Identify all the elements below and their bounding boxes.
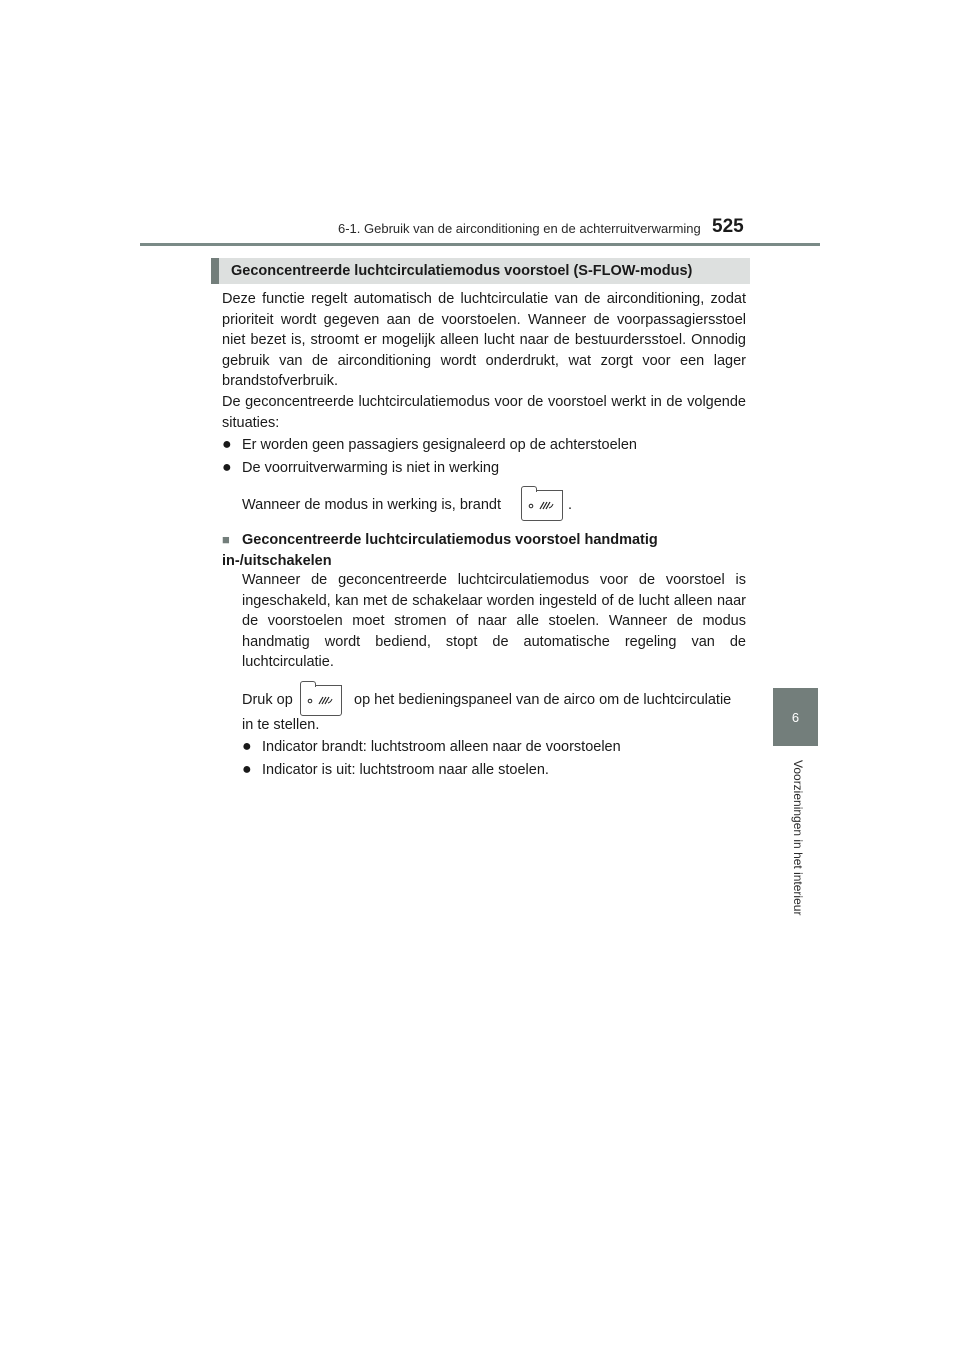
list-item (222, 458, 499, 479)
chapter-label: Voorzieningen in het interieur (791, 760, 805, 916)
s-flow-glyph-icon (528, 498, 558, 514)
s-flow-button-icon (300, 685, 342, 716)
chapter-tab (773, 688, 818, 746)
list-item-text: Indicator is uit: luchtstroom naar alle stoelen. (262, 762, 549, 778)
list-item-text: De voorruitverwarming is niet in werking (242, 460, 500, 476)
subsection-body: Wanneer de geconcentreerde luchtcirculatiemodus voor de voorstoel is ingeschakeld, kan met de schakelaar worden ingesteld of de lucht alleen naar de voorstoelen moet stromen of naar alle stoelen. Wanneer de modus handmatig wordt bediend, stopt de automatische regeling van de luchtcirculatie. (242, 572, 746, 670)
header-rule (140, 243, 820, 246)
section-heading (211, 258, 750, 284)
situations-intro: De geconcentreerde luchtcirculatiemodus voor de voorstoel werkt in de volgende situaties: (222, 394, 746, 431)
subsection-heading-text: Geconcentreerde luchtcirculatiemodus voorstoel handmatig in-/uitschakelen (222, 532, 658, 569)
bullet-icon: ● (242, 761, 252, 778)
list-item (222, 435, 637, 456)
chapter-number: 6 (791, 709, 800, 725)
press-suffix: op het bedieningspaneel van de airco om de luchtcirculatie (354, 692, 732, 708)
bullet-icon: ● (222, 436, 232, 453)
press-line2: in te stellen. (242, 717, 320, 733)
s-flow-glyph-icon (307, 693, 337, 709)
list-item (242, 760, 549, 781)
indicator-suffix: . (568, 497, 573, 513)
indicator-text: Wanneer de modus in werking is, brandt (242, 497, 501, 513)
bullet-icon: ● (242, 738, 252, 755)
s-flow-button-icon (521, 490, 563, 521)
press-prefix: Druk op (242, 692, 293, 708)
bullet-icon: ● (222, 459, 232, 476)
intro-paragraph: Deze functie regelt automatisch de luchtcirculatie van de airconditioning, zodat prioriteit wordt gegeven aan de voorstoelen. Wanneer de voorpassagiersstoel niet bezet is, stroomt er mogelijk alleen lucht naar de bestuurdersstoel. Onnodig gebruik van de airconditioning wordt onderdrukt, wat zorgt voor een lager brandstofverbruik. (222, 291, 746, 389)
list-item-text: Indicator brandt: luchtstroom alleen naar de voorstoelen (262, 739, 621, 755)
page-number: 525 (712, 216, 744, 237)
list-item-text: Er worden geen passagiers gesignaleerd op de achterstoelen (242, 437, 637, 453)
square-bullet-icon: ■ (222, 532, 230, 547)
list-item (242, 737, 621, 758)
header-title: 6-1. Gebruik van de airconditioning en de achterruitverwarming (338, 221, 701, 236)
subsection-heading (222, 530, 746, 571)
section-heading-text: Geconcentreerde luchtcirculatiemodus voorstoel (S-FLOW-modus) (231, 263, 693, 279)
